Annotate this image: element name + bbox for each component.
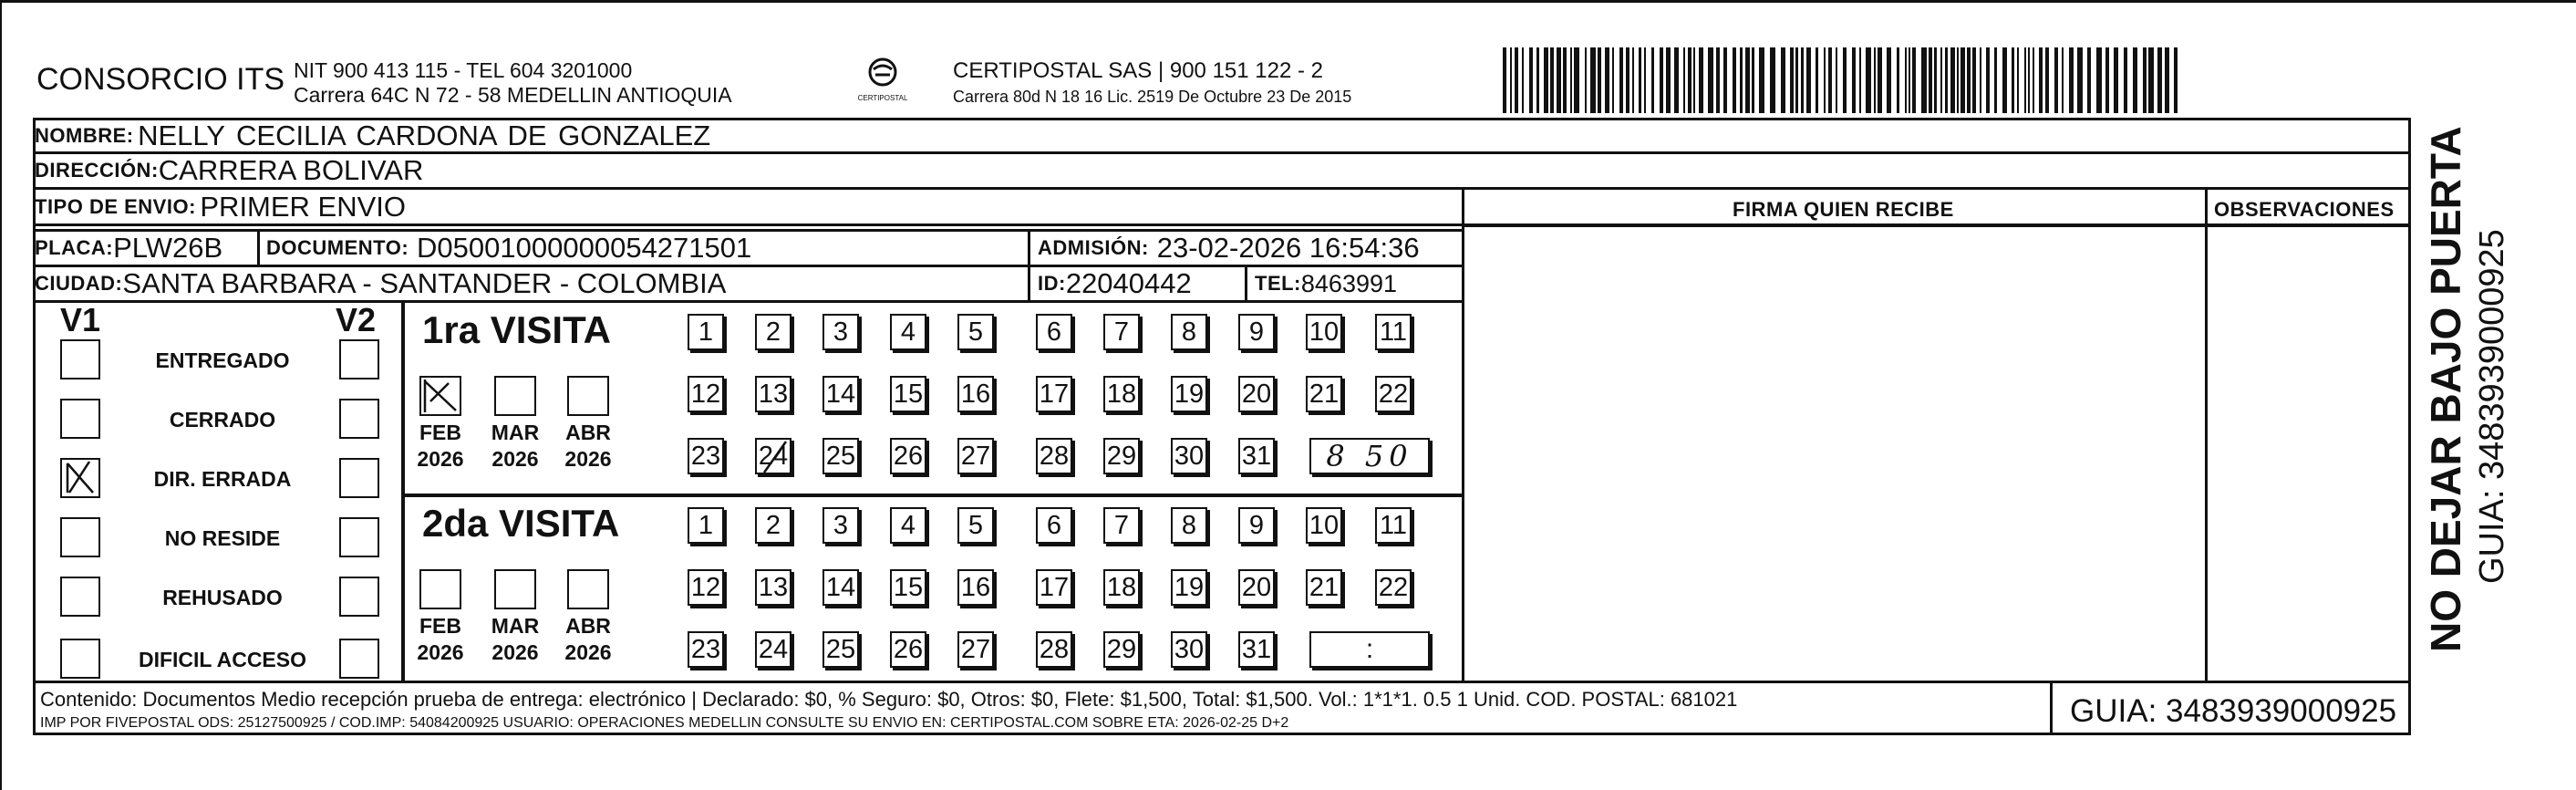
month-checkbox[interactable]: [494, 376, 536, 416]
barcode-bar: [1639, 47, 1641, 113]
day-box[interactable]: 27: [957, 631, 994, 668]
tel-value: 8463991: [1300, 269, 1398, 297]
v2-checkbox[interactable]: [339, 517, 379, 557]
barcode-bar: [2033, 47, 2034, 113]
day-box[interactable]: 29: [1103, 438, 1140, 474]
day-box[interactable]: 30: [1171, 438, 1207, 474]
barcode-bar: [2077, 47, 2083, 113]
day-box[interactable]: 12: [688, 376, 724, 412]
day-box[interactable]: 24: [755, 631, 791, 668]
placa-row: [35, 231, 222, 265]
barcode-bar: [2012, 47, 2014, 113]
barcode-bar: [1651, 47, 1654, 113]
day-box[interactable]: 31: [1238, 438, 1275, 474]
barcode-bar: [1510, 47, 1512, 113]
day-box[interactable]: 18: [1103, 376, 1140, 412]
company-name: CONSORCIO ITS: [36, 62, 285, 97]
day-box[interactable]: 10: [1306, 507, 1342, 544]
month-name: ABR: [565, 614, 611, 638]
day-box[interactable]: 15: [890, 569, 926, 606]
barcode-bar: [1570, 47, 1572, 113]
barcode-bar: [1598, 47, 1601, 113]
id-row: [1038, 266, 1192, 301]
barcode-bar: [1843, 47, 1847, 113]
nombre-row: [35, 119, 710, 153]
barcode-bar: [1866, 47, 1871, 113]
visit-title: 1ra VISITA: [422, 308, 611, 351]
barcode-bar: [1503, 47, 1506, 113]
barcode-bar: [2174, 47, 2178, 113]
tipo-envio-row: [35, 190, 406, 224]
barcode-bar: [1574, 47, 1579, 113]
id-label: ID:: [1038, 272, 1066, 295]
barcode-bar: [1612, 47, 1614, 113]
barcode-bar: [1909, 47, 1910, 113]
footer-imp-line: IMP POR FIVEPOSTAL ODS: 25127500925 / COD.IMP: 54084200925 USUARIO: OPERACIONES MEDELLIN CONSULTE SU ENVIO EN: CERTIPOSTAL.COM SOBRE ETA: 2026-02-25 D+2: [40, 715, 1289, 731]
day-box[interactable]: 21: [1306, 569, 1342, 606]
scan-top-edge: [0, 0, 2576, 3]
footer-guia: GUIA: 3483939000925: [2070, 693, 2397, 729]
tipo-envio-label: TIPO DE ENVIO:: [35, 195, 196, 218]
barcode-bar: [1563, 47, 1567, 113]
visit-time-box[interactable]: 8 50: [1309, 438, 1430, 474]
side-warning: NO DEJAR BAJO PUERTA: [2422, 126, 2469, 652]
day-box[interactable]: 6: [1036, 507, 1072, 544]
barcode-bar: [1619, 47, 1623, 113]
barcode-bar: [1693, 47, 1695, 113]
month-checkbox[interactable]: [419, 376, 461, 416]
footer-content-line: Contenido: Documentos Medio recepción prueba de entrega: electrónico | Declarado: $0, % Seguro: $0, Otros: $0, Flete: $1,500, Total: $1,500. Vol.: 1*1*1. 0.5 1 Unid. COD. POSTAL: 681021: [40, 688, 1738, 711]
month-label: [489, 420, 542, 473]
courier-address: Carrera 80d N 18 16 Lic. 2519 De Octubre 23 De 2015: [953, 88, 1352, 106]
month-year: 2026: [564, 640, 612, 664]
barcode-bar: [1550, 47, 1554, 113]
month-label: [562, 420, 615, 473]
day-box[interactable]: 26: [890, 631, 926, 668]
barcode-bar: [1708, 47, 1713, 113]
visit-title: 2da VISITA: [422, 502, 620, 545]
month-label: [489, 613, 542, 666]
day-box[interactable]: 14: [822, 569, 859, 606]
day-box[interactable]: 15: [890, 376, 926, 412]
day-box[interactable]: 8: [1171, 314, 1207, 350]
barcode-bar: [1806, 47, 1811, 113]
barcode-bar: [1980, 47, 1981, 113]
day-box[interactable]: 21: [1306, 376, 1342, 412]
barcode-bar: [2165, 47, 2169, 113]
v2-checkbox[interactable]: [339, 339, 379, 379]
company-info: [294, 58, 732, 108]
month-year: 2026: [417, 447, 464, 471]
status-label: CERRADO: [169, 408, 276, 431]
address-line: Carrera 64C N 72 - 58 MEDELLIN ANTIOQUIA: [294, 83, 732, 107]
barcode-bar: [1801, 47, 1804, 113]
day-box[interactable]: 6: [1036, 314, 1072, 350]
day-box[interactable]: 16: [957, 376, 994, 412]
month-year: 2026: [564, 447, 612, 471]
nombre-value: NELLY CECILIA CARDONA DE GONZALEZ: [138, 120, 711, 151]
barcode-bar: [2157, 47, 2162, 113]
day-box[interactable]: 4: [890, 507, 926, 544]
barcode-bar: [1590, 47, 1596, 113]
day-box[interactable]: 23: [688, 438, 724, 474]
barcode-bar: [2039, 47, 2043, 113]
barcode-bar: [1950, 47, 1955, 113]
month-checkbox[interactable]: [567, 376, 609, 416]
barcode-bar: [1745, 47, 1750, 113]
day-box[interactable]: 25: [822, 631, 859, 668]
month-checkbox[interactable]: [494, 569, 536, 609]
day-box[interactable]: 28: [1036, 438, 1072, 474]
barcode-bar: [2114, 47, 2118, 113]
day-box[interactable]: 18: [1103, 569, 1140, 606]
barcode-bar: [1828, 47, 1832, 113]
scan-left-edge: [0, 0, 2, 790]
logo-icon: [864, 57, 901, 89]
tel-row: [1255, 266, 1397, 301]
day-box[interactable]: 19: [1171, 569, 1207, 606]
day-box[interactable]: 2: [755, 507, 791, 544]
barcode-bar: [1912, 47, 1916, 113]
barcode-bar: [1733, 47, 1736, 113]
v2-label: V2: [336, 301, 377, 338]
day-box[interactable]: 30: [1171, 631, 1207, 668]
documento-label: DOCUMENTO:: [266, 236, 409, 259]
day-box[interactable]: 7: [1103, 314, 1140, 350]
day-box[interactable]: 19: [1171, 376, 1207, 412]
v1-checkbox[interactable]: [60, 399, 100, 439]
month-name: ABR: [565, 421, 611, 444]
documento-value: D05001000000054271501: [417, 232, 752, 264]
barcode-bar: [1905, 47, 1907, 113]
barcode-bar: [1816, 47, 1818, 113]
firma-label: FIRMA QUIEN RECIBE: [1733, 198, 1954, 221]
day-box[interactable]: 10: [1306, 314, 1342, 350]
visit-time-box[interactable]: :: [1309, 631, 1430, 668]
barcode-bar: [1852, 47, 1856, 113]
tel-label: TEL:: [1255, 272, 1301, 295]
day-box[interactable]: 3: [822, 314, 859, 350]
day-box[interactable]: 17: [1036, 376, 1072, 412]
barcode-bar: [1967, 47, 1971, 113]
day-box[interactable]: 16: [957, 569, 994, 606]
barcode-bar: [1515, 47, 1518, 113]
barcode-bar: [1994, 47, 1997, 113]
day-box[interactable]: 22: [1375, 376, 1412, 412]
ciudad-value: SANTA BARBARA - SANTANDER - COLOMBIA: [122, 267, 727, 299]
day-box[interactable]: 29: [1103, 631, 1140, 668]
barcode-bar: [1683, 47, 1685, 113]
barcode-bar: [1585, 47, 1587, 113]
barcode-bar: [1790, 47, 1794, 113]
barcode-bar: [1929, 47, 1932, 113]
month-name: MAR: [491, 614, 540, 638]
v2-checkbox[interactable]: [339, 639, 379, 679]
barcode-bar: [1859, 47, 1861, 113]
admision-label: ADMISIÓN:: [1038, 236, 1149, 259]
day-box[interactable]: 9: [1238, 314, 1275, 350]
day-box[interactable]: 11: [1375, 507, 1412, 544]
day-box[interactable]: 20: [1238, 376, 1275, 412]
id-value: 22040442: [1065, 267, 1192, 299]
day-box[interactable]: 3: [822, 507, 859, 544]
courier-line: CERTIPOSTAL SAS | 900 151 122 - 2: [953, 58, 1323, 83]
barcode-bar: [2062, 47, 2064, 113]
month-year: 2026: [417, 640, 464, 664]
nombre-label: NOMBRE:: [35, 124, 134, 147]
day-box[interactable]: 13: [755, 569, 791, 606]
day-box[interactable]: 23: [688, 631, 724, 668]
handwritten-mark-icon: [757, 440, 793, 476]
documento-row: [266, 231, 751, 265]
day-box[interactable]: 24: [755, 438, 791, 474]
side-guia: GUIA: 3483939000925: [2473, 229, 2511, 584]
barcode-bar: [1723, 47, 1727, 113]
day-box[interactable]: 26: [890, 438, 926, 474]
barcode-bar: [1522, 47, 1524, 113]
direccion-label: DIRECCIÓN:: [35, 159, 159, 182]
day-box[interactable]: 5: [957, 314, 994, 350]
v1-checkbox[interactable]: [60, 458, 100, 498]
day-box[interactable]: 8: [1171, 507, 1207, 544]
barcode-bar: [2054, 47, 2058, 113]
month-label: [414, 613, 467, 666]
day-box[interactable]: 7: [1103, 507, 1140, 544]
barcode-bar: [1897, 47, 1899, 113]
barcode-bar: [1644, 47, 1646, 113]
handwritten-mark-icon: [421, 378, 460, 414]
courier-info: [953, 58, 1351, 109]
barcode-bar: [1945, 47, 1948, 113]
barcode-bar: [1699, 47, 1703, 113]
barcode-bar: [1972, 47, 1976, 113]
day-box[interactable]: 13: [755, 376, 791, 412]
day-box[interactable]: 5: [957, 507, 994, 544]
day-box[interactable]: 12: [688, 569, 724, 606]
day-box[interactable]: 2: [755, 314, 791, 350]
barcode-bar: [1626, 47, 1629, 113]
ciudad-row: [35, 266, 726, 301]
barcode-bar: [2045, 47, 2049, 113]
day-box[interactable]: 11: [1375, 314, 1412, 350]
barcode-bar: [1716, 47, 1720, 113]
status-label: NO RESIDE: [164, 526, 281, 550]
month-year: 2026: [491, 447, 539, 471]
nit-line: NIT 900 413 115 - TEL 604 3201000: [294, 58, 633, 82]
day-box[interactable]: 4: [890, 314, 926, 350]
barcode-bar: [1795, 47, 1798, 113]
month-name: MAR: [491, 421, 540, 444]
barcode-bar: [1529, 47, 1533, 113]
barcode-bar: [1934, 47, 1937, 113]
day-box[interactable]: 27: [957, 438, 994, 474]
barcode-bar: [2002, 47, 2007, 113]
barcode-bar: [2105, 47, 2109, 113]
barcode-bar: [2096, 47, 2102, 113]
barcode-bar: [2087, 47, 2091, 113]
admision-value: 23-02-2026 16:54:36: [1156, 232, 1420, 264]
status-label: ENTREGADO: [155, 348, 290, 372]
barcode-bar: [1759, 47, 1764, 113]
barcode-bar: [2024, 47, 2026, 113]
observaciones-label: OBSERVACIONES: [2214, 198, 2395, 221]
barcode-bar: [1544, 47, 1548, 113]
barcode-bar: [1874, 47, 1876, 113]
barcode-bar: [2028, 47, 2030, 113]
month-name: FEB: [419, 421, 461, 444]
barcode-bar: [1557, 47, 1561, 113]
barcode-bar: [1674, 47, 1679, 113]
status-label: DIR. ERRADA: [153, 467, 292, 491]
barcode-bar: [2148, 47, 2154, 113]
barcode-bar: [1878, 47, 1882, 113]
barcode-bar: [1752, 47, 1754, 113]
direccion-value: CARRERA BOLIVAR: [158, 154, 424, 186]
day-box[interactable]: 31: [1238, 631, 1275, 668]
barcode-bar: [1781, 47, 1785, 113]
day-box[interactable]: 1: [688, 507, 724, 544]
direccion-row: [35, 153, 423, 188]
barcode-bar: [1666, 47, 1671, 113]
barcode-bar: [1940, 47, 1942, 113]
placa-label: PLACA:: [35, 236, 114, 259]
v1-checkbox[interactable]: [60, 339, 100, 379]
barcode-bar: [1824, 47, 1826, 113]
placa-value: PLW26B: [113, 232, 223, 264]
barcode-bar: [1836, 47, 1837, 113]
day-box[interactable]: 28: [1036, 631, 1072, 668]
status-label: REHUSADO: [162, 586, 283, 609]
month-label: [414, 420, 467, 473]
day-box[interactable]: 14: [822, 376, 859, 412]
month-name: FEB: [419, 614, 461, 638]
barcode-bar: [2133, 47, 2137, 113]
barcode-bar: [1660, 47, 1663, 113]
handwritten-mark-icon: [62, 460, 98, 496]
v1-checkbox[interactable]: [60, 639, 100, 679]
barcode-bar: [2069, 47, 2074, 113]
day-box[interactable]: 25: [822, 438, 859, 474]
month-label: [562, 613, 615, 666]
v1-label: V1: [60, 301, 101, 338]
day-box[interactable]: 20: [1238, 569, 1275, 606]
v2-checkbox[interactable]: [339, 577, 379, 617]
certipostal-logo: CERTIPOSTAL: [857, 57, 908, 102]
barcode-bar: [1740, 47, 1743, 113]
barcode-bar: [2143, 47, 2147, 113]
barcode-bar: [1887, 47, 1891, 113]
ciudad-label: CIUDAD:: [35, 272, 123, 295]
barcode-bar: [1770, 47, 1775, 113]
month-checkbox[interactable]: [419, 569, 461, 609]
status-label: DIFICIL ACCESO: [138, 648, 306, 671]
admision-row: [1038, 231, 1420, 265]
month-checkbox[interactable]: [567, 569, 609, 609]
month-year: 2026: [491, 640, 539, 664]
barcode-bar: [1957, 47, 1959, 113]
day-box[interactable]: 1: [688, 314, 724, 350]
barcode-bar: [2017, 47, 2019, 113]
barcode-bar: [1536, 47, 1539, 113]
v1-checkbox[interactable]: [60, 517, 100, 557]
day-box[interactable]: 17: [1036, 569, 1072, 606]
v1-checkbox[interactable]: [60, 577, 100, 617]
barcode-bar: [1688, 47, 1691, 113]
barcode-bar: [1986, 47, 1990, 113]
barcode-bar: [1605, 47, 1609, 113]
barcode-bar: [1921, 47, 1927, 113]
v2-checkbox[interactable]: [339, 458, 379, 498]
day-box[interactable]: 22: [1375, 569, 1412, 606]
v2-checkbox[interactable]: [339, 399, 379, 439]
barcode-bar: [2124, 47, 2127, 113]
barcode-icon: [1503, 47, 2179, 113]
barcode-bar: [1960, 47, 1965, 113]
tipo-envio-value: PRIMER ENVIO: [200, 191, 407, 223]
barcode-bar: [1632, 47, 1634, 113]
day-box[interactable]: 9: [1238, 507, 1275, 544]
